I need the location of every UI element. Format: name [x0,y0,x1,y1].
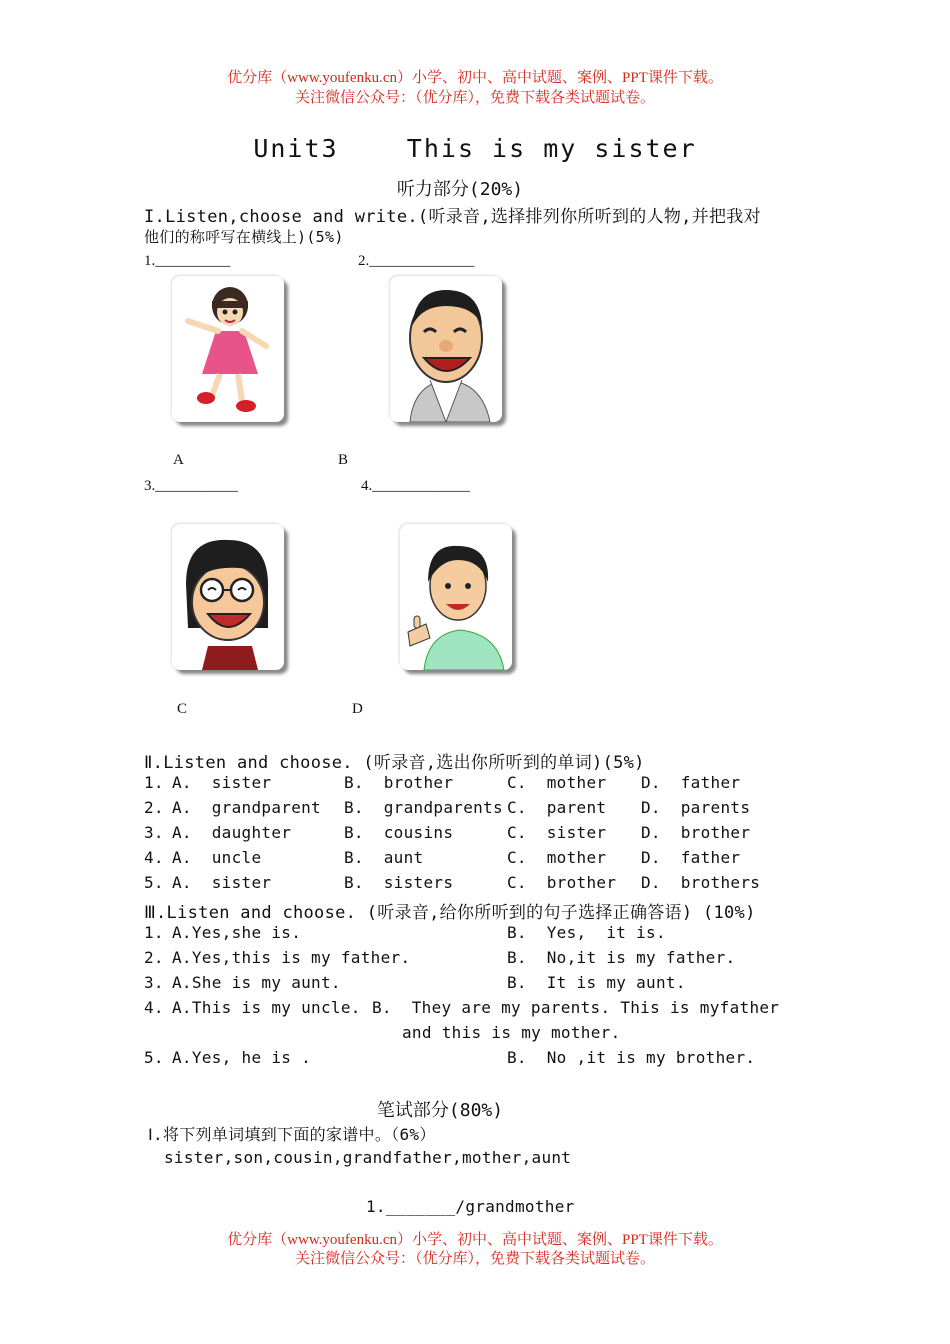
part2-option-b[interactable]: B. sisters [344,873,454,892]
part3-option-b[interactable]: B. It is my aunt. [507,973,686,992]
picture-c-label: C [177,701,188,717]
picture-d [400,524,512,670]
part2-option-a[interactable]: A. sister [172,773,272,792]
part2-q-number: 3. [144,823,164,842]
part2-option-a[interactable]: A. grandparent [172,798,321,817]
blank-3[interactable]: 3.___________ [144,478,238,494]
part3-option-a[interactable]: A.Yes,she is. [172,923,302,942]
part2-option-b[interactable]: B. cousins [344,823,454,842]
footer-line-1: 优分库（www.youfenku.cn）小学、初中、高中试题、案例、PPT课件下载。 [227,1232,723,1248]
part2-q-number: 4. [144,848,164,867]
picture-a [172,276,284,422]
part3-option-b[interactable]: and this is my mother. [402,1023,621,1042]
picture-a-label: A [173,452,184,468]
part3-option-b[interactable]: B. No,it is my father. [507,948,736,967]
part2-instruction: Ⅱ.Listen and choose. (听录音,选出你所听到的单词)(5%) [144,753,645,773]
part2-q-number: 2. [144,798,164,817]
part3-option-a[interactable]: A.This is my uncle. [172,998,361,1017]
part2-option-c[interactable]: C. sister [507,823,607,842]
part2-option-d[interactable]: D. father [641,773,741,792]
part1-instruction-line2: 他们的称呼写在横线上)(5%) [144,228,344,246]
blank-2[interactable]: 2.______________ [358,253,475,269]
part3-option-b[interactable]: B. They are my parents. This is myfather [372,998,780,1017]
blank-4[interactable]: 4._____________ [361,478,470,494]
word-bank: sister,son,cousin,grandfather,mother,aunt [164,1148,572,1167]
written-section-header: 笔试部分(80%) [376,1100,504,1121]
part2-option-a[interactable]: A. uncle [172,848,262,867]
boy-thumbs-up-icon [400,524,512,670]
part2-option-b[interactable]: B. brother [344,773,454,792]
part2-option-c[interactable]: C. mother [507,848,607,867]
part3-q-number: 2. [144,948,164,967]
part3-option-a[interactable]: A.Yes, he is . [172,1048,312,1067]
part3-option-a[interactable]: A.Yes,this is my father. [172,948,411,967]
part3-q-number: 3. [144,973,164,992]
smiling-man-icon [390,276,502,422]
part2-option-a[interactable]: A. sister [172,873,272,892]
footer-line-2: 关注微信公众号：（优分库），免费下载各类试题试卷。 [294,1251,655,1267]
part3-option-b[interactable]: B. No ,it is my brother. [507,1048,756,1067]
girl-in-pink-dress-icon [172,276,284,422]
picture-b [390,276,502,422]
part2-option-d[interactable]: D. father [641,848,741,867]
listening-section-header: 听力部分(20%) [396,179,524,200]
part2-option-d[interactable]: D. brother [641,823,751,842]
part2-option-b[interactable]: B. grandparents [344,798,503,817]
part2-option-c[interactable]: C. mother [507,773,607,792]
part2-option-b[interactable]: B. aunt [344,848,424,867]
page-title: Unit3 This is my sister [253,134,697,163]
woman-with-glasses-icon [172,524,284,670]
part1-instruction-line1: I.Listen,choose and write.(听录音,选择排列你所听到的人物,并把我对 [144,207,761,227]
part2-option-c[interactable]: C. brother [507,873,617,892]
part3-q-number: 5. [144,1048,164,1067]
part3-q-number: 1. [144,923,164,942]
picture-c [172,524,284,670]
part3-instruction: Ⅲ.Listen and choose. (听录音,给你所听到的句子选择正确答语) (10%) [144,903,756,923]
part2-q-number: 1. [144,773,164,792]
part3-q-number: 4. [144,998,164,1017]
blank-1[interactable]: 1.__________ [144,253,231,269]
part2-option-d[interactable]: D. brothers [641,873,761,892]
picture-b-label: B [338,452,349,468]
written1-instruction: Ⅰ.将下列单词填到下面的家谱中。（6%） [148,1125,436,1144]
family-tree-item-1[interactable]: 1._______/grandmother [366,1197,575,1216]
header-line-2: 关注微信公众号：（优分库），免费下载各类试题试卷。 [294,90,655,106]
part2-option-c[interactable]: C. parent [507,798,607,817]
picture-d-label: D [352,701,363,717]
part2-q-number: 5. [144,873,164,892]
part3-option-b[interactable]: B. Yes, it is. [507,923,666,942]
part3-option-a[interactable]: A.She is my aunt. [172,973,341,992]
header-line-1: 优分库（www.youfenku.cn）小学、初中、高中试题、案例、PPT课件下载。 [227,70,723,86]
part2-option-d[interactable]: D. parents [641,798,751,817]
part2-option-a[interactable]: A. daughter [172,823,292,842]
